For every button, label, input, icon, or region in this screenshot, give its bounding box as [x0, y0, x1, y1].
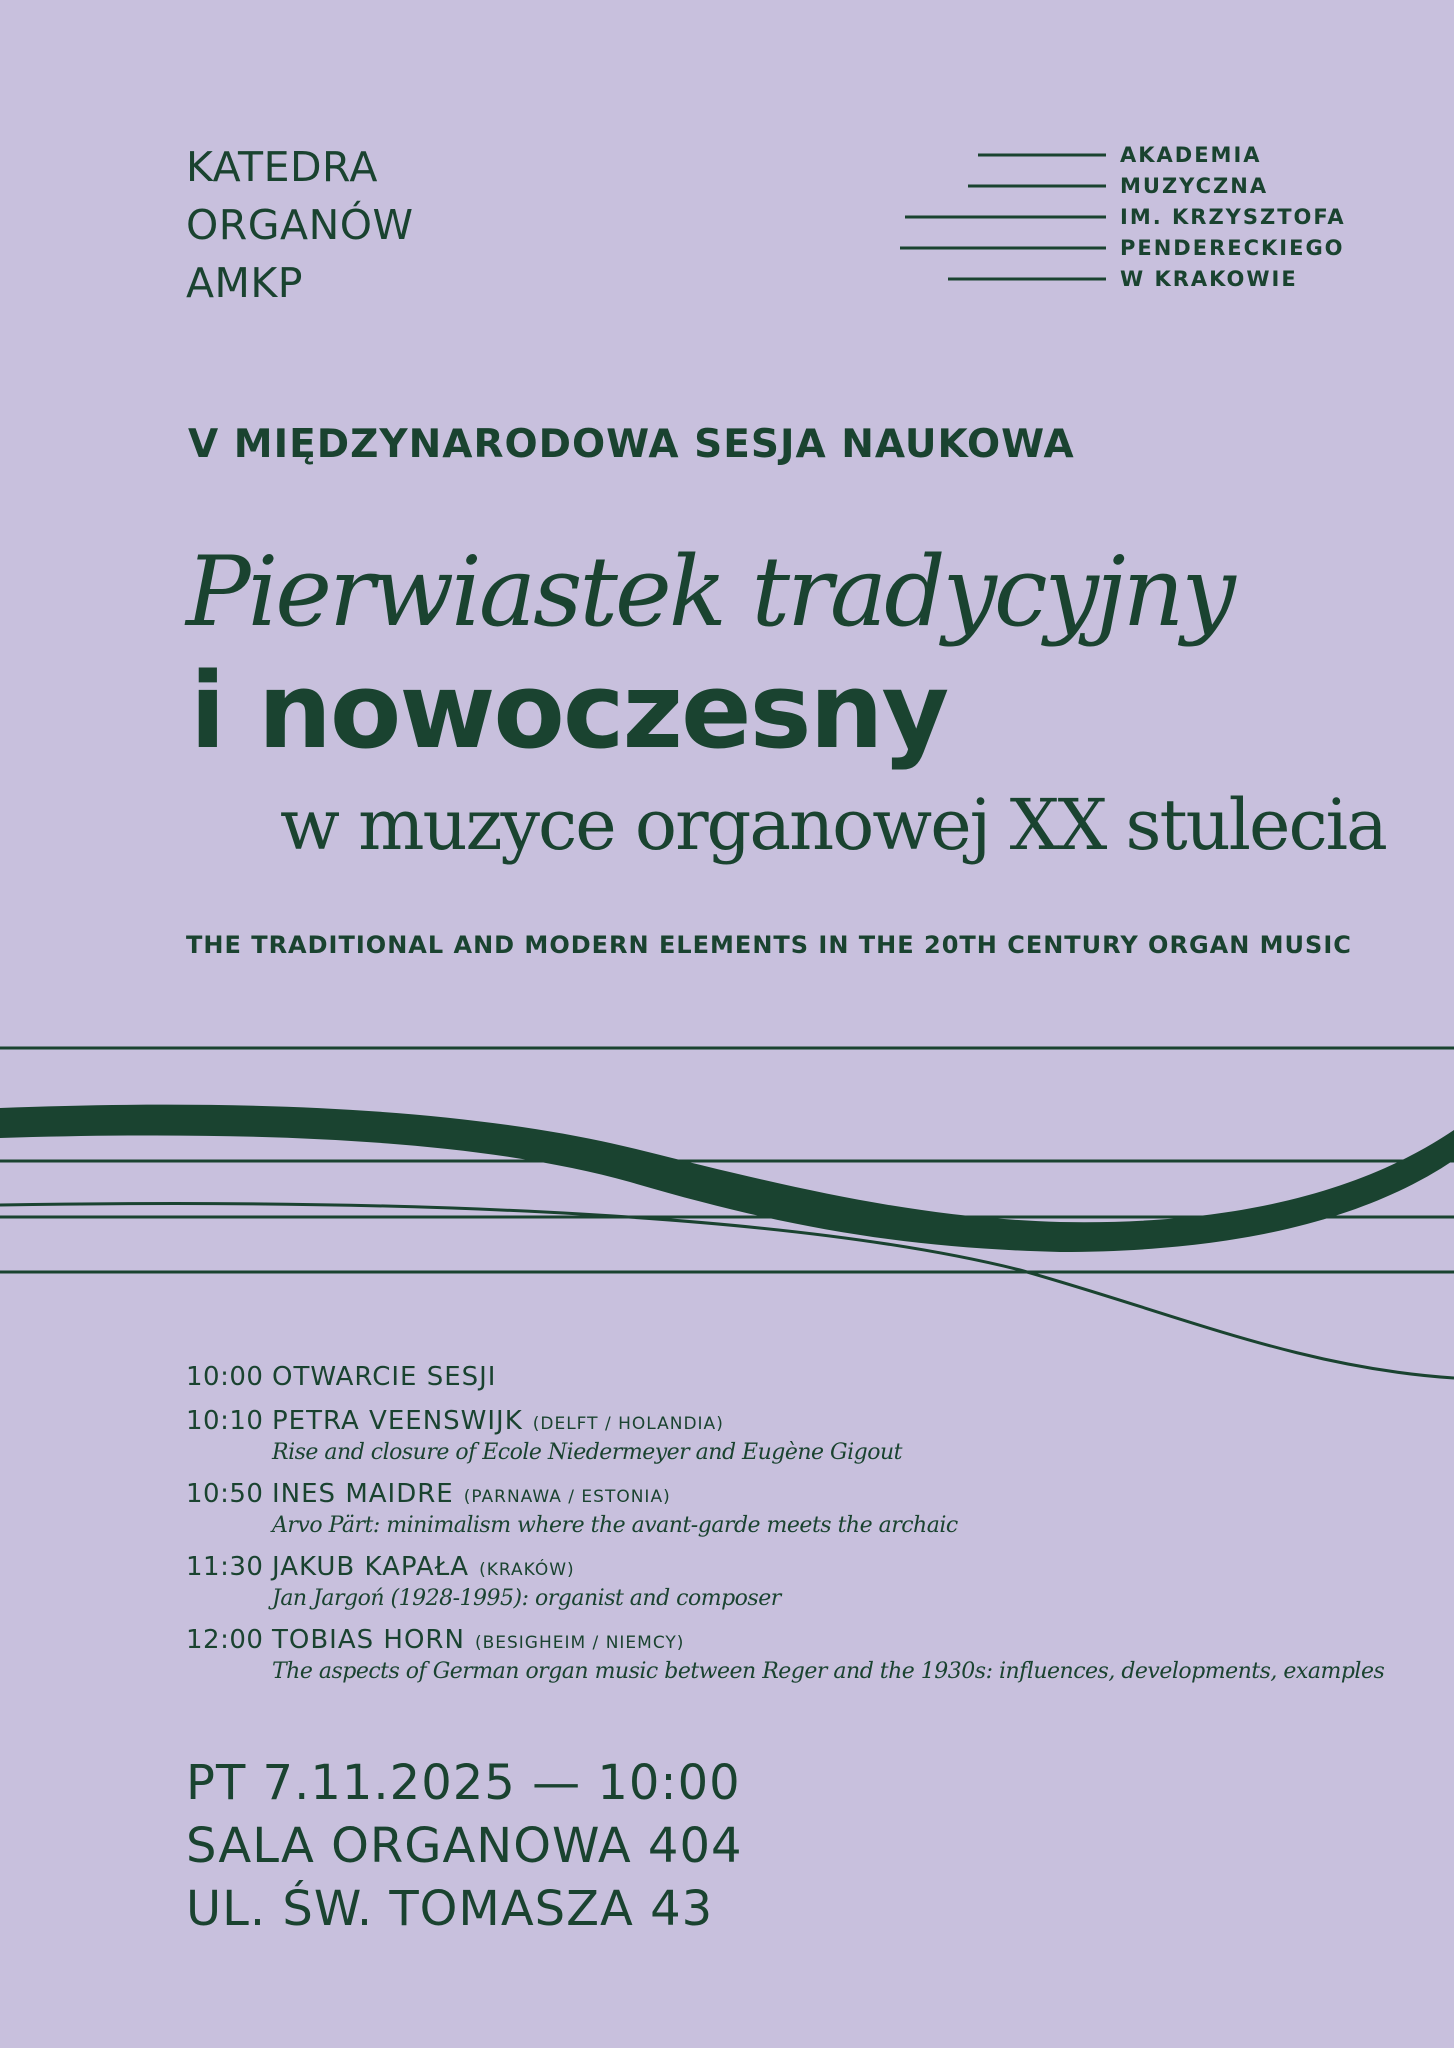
program-talk-title: The aspects of German organ music between Reger and the 1930s: influences, developments, examples [272, 1659, 1385, 1684]
program-time: 12:00 [186, 1625, 264, 1655]
program-item [186, 1479, 1426, 1538]
department-line: ORGANÓW [186, 201, 414, 249]
academy-logo-line: AKADEMIA [1120, 143, 1262, 167]
program-origin: (DELFT / HOLANDIA) [532, 1414, 724, 1434]
academy-logo-line: MUZYCZNA [1120, 174, 1269, 198]
program-time: 10:00 [186, 1362, 264, 1392]
program-speaker: INES MAIDRE [272, 1479, 454, 1509]
academy-logo-line: W KRAKOWIE [1120, 267, 1298, 291]
program-speaker: JAKUB KAPAŁA [272, 1552, 470, 1582]
staff-graphic [0, 1030, 1454, 1390]
program-talk-title: Jan Jargoń (1928-1995): organist and composer [272, 1586, 781, 1611]
event-room: SALA ORGANOWA 404 [186, 1818, 743, 1874]
program-origin: (PARNAWA / ESTONIA) [463, 1487, 671, 1507]
wave-ribbon [0, 1105, 1454, 1252]
academy-logo [1120, 140, 1346, 295]
program-speaker: OTWARCIE SESJI [272, 1362, 497, 1392]
program-item [186, 1625, 1426, 1684]
session-label: V MIĘDZYNARODOWA SESJA NAUKOWA [188, 422, 1075, 467]
event-address: UL. ŚW. TOMASZA 43 [186, 1881, 714, 1937]
title-line-1: Pierwiastek tradycyjny [186, 536, 1233, 648]
title-line-2: i nowoczesny [190, 650, 948, 772]
program-talk-title: Arvo Pärt: minimalism where the avant-garde meets the archaic [272, 1513, 958, 1538]
department-line: AMKP [186, 259, 304, 307]
program-origin: (KRAKÓW) [479, 1560, 575, 1580]
program-item [186, 1362, 1426, 1392]
program-time: 10:10 [186, 1406, 264, 1436]
event-details [186, 1752, 743, 1941]
title-line-3: w muzyce organowej XX stulecia [280, 784, 1386, 866]
program-time: 10:50 [186, 1479, 264, 1509]
department-line: KATEDRA [186, 143, 378, 191]
english-subtitle: THE TRADITIONAL AND MODERN ELEMENTS IN THE 20TH CENTURY ORGAN MUSIC [186, 931, 1352, 959]
academy-logo-line: PENDERECKIEGO [1120, 236, 1345, 260]
program-list [186, 1362, 1426, 1698]
program-item [186, 1406, 1426, 1465]
program-item [186, 1552, 1426, 1611]
academy-logo-line: IM. KRZYSZTOFA [1120, 205, 1346, 229]
program-speaker: PETRA VEENSWIJK [272, 1406, 523, 1436]
program-time: 11:30 [186, 1552, 264, 1582]
program-speaker: TOBIAS HORN [272, 1625, 465, 1655]
event-date-time: PT 7.11.2025 — 10:00 [186, 1755, 741, 1811]
program-talk-title: Rise and closure of Ecole Niedermeyer and Eugène Gigout [272, 1440, 902, 1465]
program-origin: (BESIGHEIM / NIEMCY) [474, 1633, 685, 1653]
